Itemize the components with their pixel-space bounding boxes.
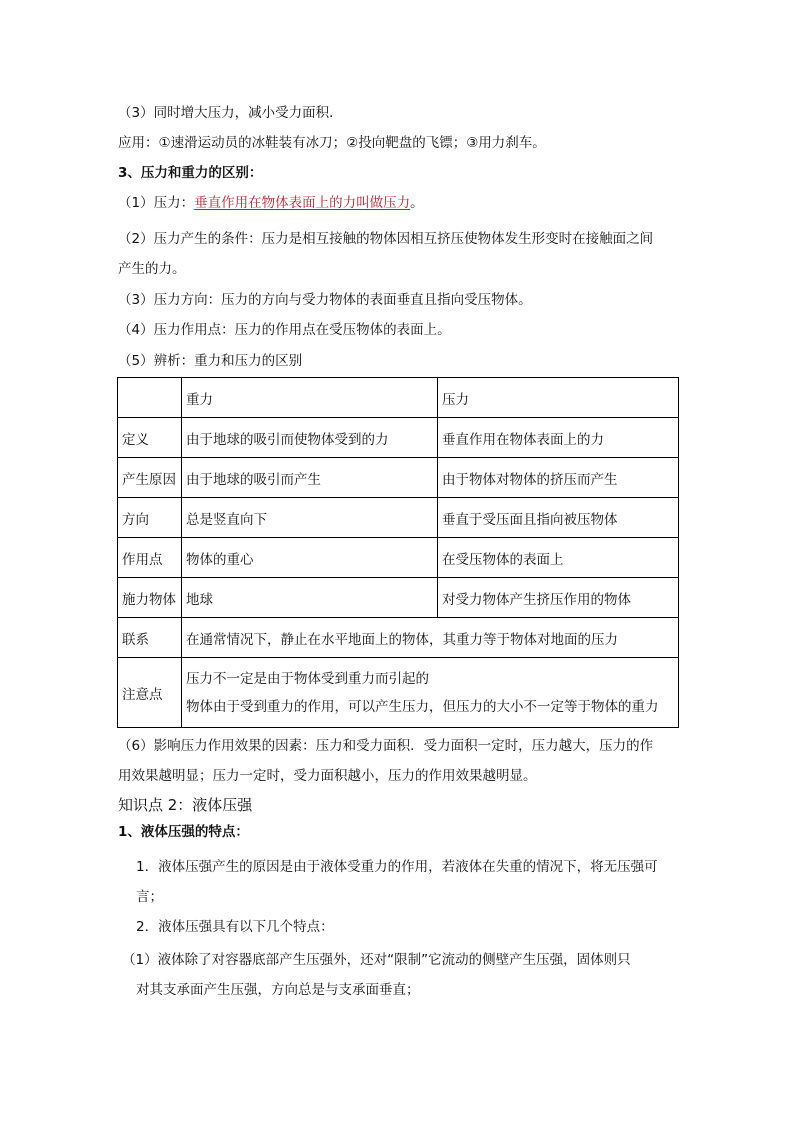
text-line: （5）辨析：重力和压力的区别 [118,353,303,369]
comparison-table [117,377,679,728]
row-label: 作用点 [118,538,182,578]
table-cell: 由于地球的吸引而产生 [182,458,438,498]
table-header-cell [118,378,182,418]
text-line: 用效果越明显；压力一定时，受力面积越小，压力的作用效果越明显。 [118,768,537,784]
definition-suffix: 。 [410,195,424,211]
table-cell: 由于物体对物体的挤压而产生 [438,458,679,498]
text-line: （3）同时增大压力，减小受力面积． [118,105,343,121]
text-line: 1．液体压强产生的原因是由于液体受重力的作用，若液体在失重的情况下，将无压强可 [136,859,658,875]
text-line: （2）压力产生的条件：压力是相互接触的物体因相互挤压使物体发生形变时在接触面之间 [118,231,654,247]
table-cell: 物体的重心 [182,538,438,578]
application-line: 应用：①速滑运动员的冰鞋装有冰刀；②投向靶盘的飞镖；③用力刹车。 [118,135,546,151]
table-row [118,498,679,538]
note-cell [182,658,679,728]
table-row [118,458,679,498]
table-row [118,418,679,458]
text-line: 2．液体压强具有以下几个特点： [136,919,334,935]
table-row [118,538,679,578]
row-label: 施力物体 [118,578,182,618]
table-row [118,578,679,618]
relation-cell: 在通常情况下，静止在水平地面上的物体，其重力等于物体对地面的压力 [182,618,679,658]
table-cell: 垂直于受压面且指向被压物体 [438,498,679,538]
knowledge-point-heading: 知识点 2：液体压强 [118,796,253,814]
table-cell: 地球 [182,578,438,618]
table-cell: 由于地球的吸引而使物体受到的力 [182,418,438,458]
definition-highlight: 垂直作用在物体表面上的力叫做压力 [194,195,411,211]
section-heading: 1、液体压强的特点： [118,824,249,840]
table-cell: 在受压物体的表面上 [438,538,679,578]
table-header-cell: 重力 [182,378,438,418]
table-cell: 垂直作用在物体表面上的力 [438,418,679,458]
row-label: 定义 [118,418,182,458]
text-line: 对其支承面产生压强，方向总是与支承面垂直； [136,982,420,998]
text-line: 产生的力。 [118,261,186,277]
definition-prefix: （1）压力： [118,195,195,211]
note-line: 物体由于受到重力的作用，可以产生压力，但压力的大小不一定等于物体的重力 [186,698,659,715]
text-line: （3）压力方向：压力的方向与受力物体的表面垂直且指向受压物体。 [118,292,532,308]
text-line: （6）影响压力作用效果的因素：压力和受力面积．受力面积一定时，压力越大，压力的作 [118,738,654,754]
table-row [118,618,679,658]
row-label: 产生原因 [118,458,182,498]
text-line: （1）液体除了对容器底部产生压强外，还对“限制”它流动的侧壁产生压强，固体则只 [122,952,631,968]
text-line: （4）压力作用点：压力的作用点在受压物体的表面上。 [118,322,451,338]
note-line: 压力不一定是由于物体受到重力而引起的 [186,670,429,687]
row-label: 方向 [118,498,182,538]
table-header-row [118,378,679,418]
table-cell: 总是竖直向下 [182,498,438,538]
table-cell: 对受力物体产生挤压作用的物体 [438,578,679,618]
table-row [118,658,679,728]
table-header-cell: 压力 [438,378,679,418]
pressure-definition-line [118,193,424,213]
row-label: 注意点 [118,658,182,728]
text-line: 言； [136,889,163,905]
section-heading: 3、压力和重力的区别： [118,165,263,181]
row-label: 联系 [118,618,182,658]
